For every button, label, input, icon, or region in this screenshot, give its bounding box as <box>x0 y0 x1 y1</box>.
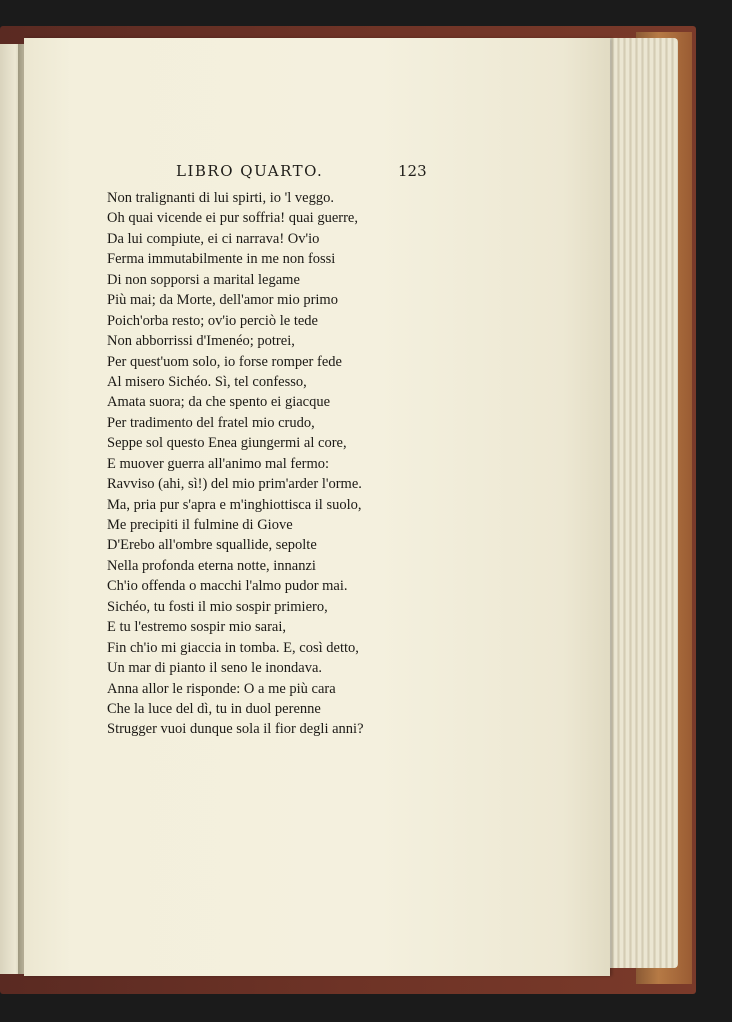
verse-line: Per tradimento del fratel mio crudo, <box>107 414 315 431</box>
verse-line: Strugger vuoi dunque sola il fior degli anni? <box>107 721 364 738</box>
verse-line: Nella profonda eterna notte, innanzi <box>107 557 316 574</box>
verse-line: Ma, pria pur s'apra e m'inghiottisca il suolo, <box>107 496 362 513</box>
verse-line: D'Erebo all'ombre squallide, sepolte <box>107 537 317 554</box>
verse-line: Sichéo, tu fosti il mio sospir primiero, <box>107 598 328 615</box>
verse-line: Non abborrissi d'Imenéo; potrei, <box>107 333 295 350</box>
running-title: LIBRO QUARTO. <box>176 162 324 180</box>
verse-line: Ferma immutabilmente in me non fossi <box>107 251 336 268</box>
page-number: 123 <box>398 162 427 180</box>
verse-line: Che la luce del dì, tu in duol perenne <box>107 700 321 717</box>
verse-line: Per quest'uom solo, io forse romper fede <box>107 353 342 370</box>
verse-line: Fin ch'io mi giaccia in tomba. E, così detto, <box>107 639 359 656</box>
page-header <box>24 162 610 186</box>
verse-line: Di non sopporsi a marital legame <box>107 271 300 288</box>
verse-line: Ch'io offenda o macchi l'almo pudor mai. <box>107 578 348 595</box>
verse-line: Al misero Sichéo. Sì, tel confesso, <box>107 373 307 390</box>
verse-line: Non tralignanti di lui spirti, io 'l veggo. <box>107 190 334 206</box>
right-page <box>24 38 610 976</box>
verse-line: Seppe sol questo Enea giungermi al core, <box>107 435 347 452</box>
verse-block <box>107 188 364 740</box>
verse-line: Poich'orba resto; ov'io perciò le tede <box>107 312 318 329</box>
verse-line: Me precipiti il fulmine di Giove <box>107 517 293 533</box>
verse-line: Amata suora; da che spento ei giacque <box>107 394 331 411</box>
verse-line: Anna allor le risponde: O a me più cara <box>107 680 336 697</box>
verse-line: Da lui compiute, ei ci narrava! Ov'io <box>107 230 320 247</box>
verse-line: E muover guerra all'animo mal fermo: <box>107 455 330 472</box>
verse-line: Più mai; da Morte, dell'amor mio primo <box>107 292 338 309</box>
verse-line: Un mar di pianto il seno le inondava. <box>107 660 323 677</box>
verse-line: Oh quai vicende ei pur soffria! quai guerre, <box>107 210 358 227</box>
verse-line: Ravviso (ahi, sì!) del mio prim'arder l'orme. <box>107 476 362 493</box>
verse-line: E tu l'estremo sospir mio sarai, <box>107 619 286 636</box>
